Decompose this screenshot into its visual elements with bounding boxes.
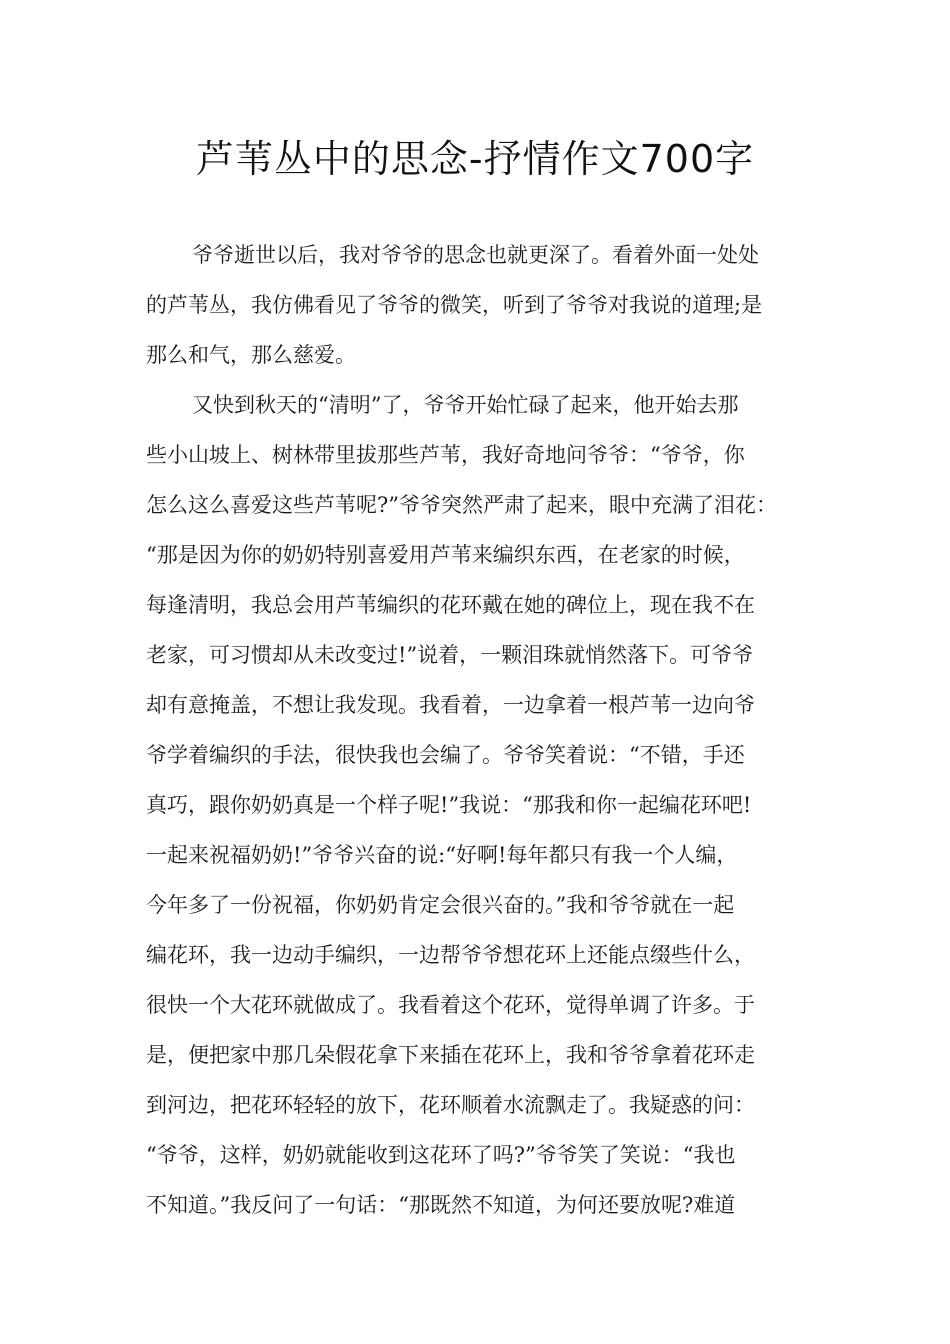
text-line-6: 怎么这么喜爱这些芦苇呢?”爷爷突然严肃了起来，眼中充满了泪花： xyxy=(146,493,777,517)
text-line-5: 些小山坡上、树林带里拔那些芦苇，我好奇地问爷爷：“爷爷，你 xyxy=(146,443,745,467)
text-line-17: 是，便把家中那几朵假花拿下来插在花环上，我和爷爷拿着花环走 xyxy=(146,1043,755,1067)
text-line-10: 却有意掩盖，不想让我发现。我看着，一边拿着一根芦苇一边向爷 xyxy=(146,693,755,717)
text-line-2: 的芦苇丛，我仿佛看见了爷爷的微笑，听到了爷爷对我说的道理;是 xyxy=(146,293,763,317)
text-line-4: 又快到秋天的“清明”了，爷爷开始忙碌了起来，他开始去那 xyxy=(192,393,739,417)
text-line-15: 编花环，我一边动手编织，一边帮爷爷想花环上还能点缀些什么， xyxy=(146,943,755,967)
text-line-9: 老家，可习惯却从未改变过!”说着，一颗泪珠就悄然落下。可爷爷 xyxy=(146,643,754,667)
text-line-1: 爷爷逝世以后，我对爷爷的思念也就更深了。看着外面一处处 xyxy=(192,243,759,267)
text-line-7: “那是因为你的奶奶特别喜爱用芦苇来编织东西，在老家的时候， xyxy=(146,543,745,567)
text-line-16: 很快一个大花环就做成了。我看着这个花环，觉得单调了许多。于 xyxy=(146,993,755,1017)
text-line-12: 真巧，跟你奶奶真是一个样子呢!”我说：“那我和你一起编花环吧! xyxy=(146,793,752,817)
text-line-13: 一起来祝福奶奶!”爷爷兴奋的说:“好啊!每年都只有我一个人编， xyxy=(146,843,738,867)
document-body xyxy=(146,230,826,1230)
text-line-14: 今年多了一份祝福，你奶奶肯定会很兴奋的。”我和爷爷就在一起 xyxy=(146,893,735,917)
text-line-3: 那么和气，那么慈爱。 xyxy=(146,343,356,367)
text-line-20: 不知道。”我反问了一句话：“那既然不知道，为何还要放呢?难道 xyxy=(146,1193,736,1217)
document-title: 芦苇丛中的思念-抒情作文700字 xyxy=(195,137,755,181)
text-line-19: “爷爷，这样，奶奶就能收到这花环了吗?”爷爷笑了笑说：“我也 xyxy=(146,1143,736,1167)
text-line-18: 到河边，把花环轻轻的放下，花环顺着水流飘走了。我疑惑的问： xyxy=(146,1093,755,1117)
text-line-8: 每逢清明，我总会用芦苇编织的花环戴在她的碑位上，现在我不在 xyxy=(146,593,755,617)
text-line-11: 爷学着编织的手法，很快我也会编了。爷爷笑着说：“不错，手还 xyxy=(146,743,745,767)
